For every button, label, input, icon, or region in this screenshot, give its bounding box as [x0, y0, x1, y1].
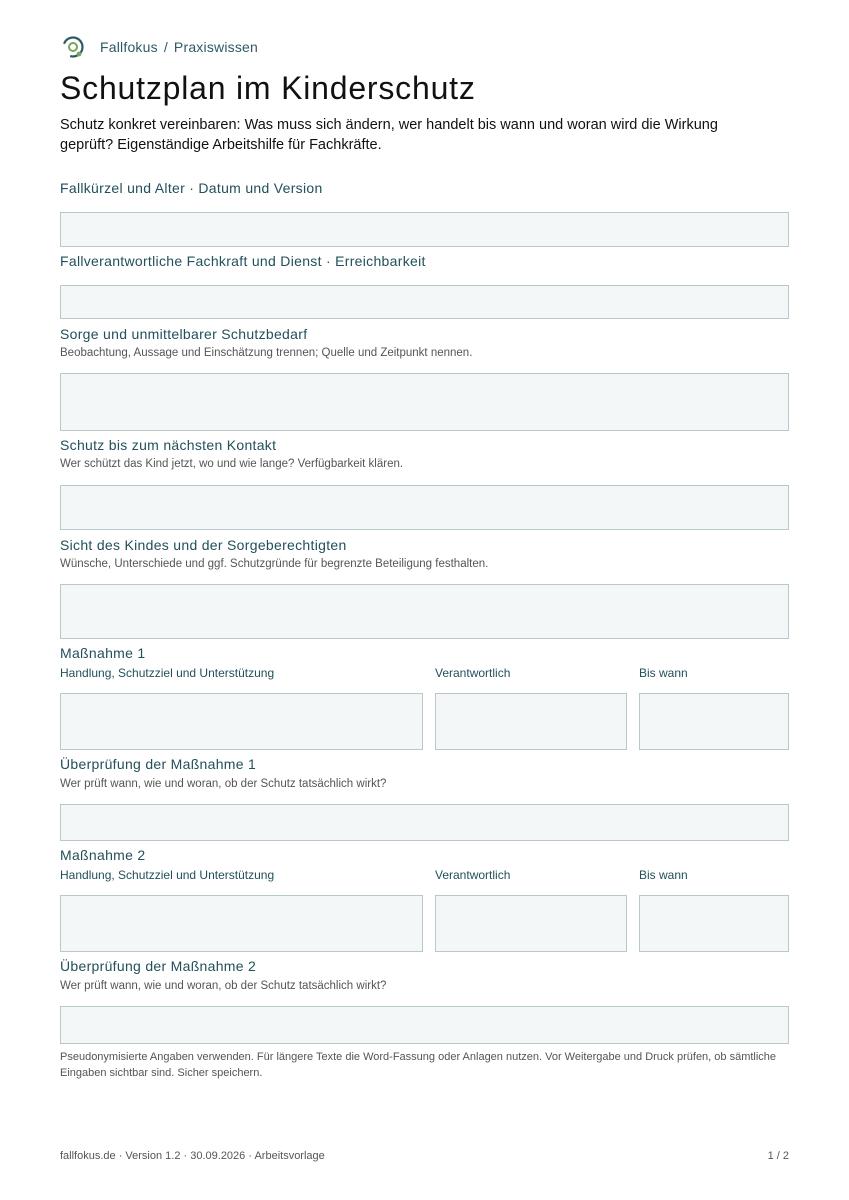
measure-1-responsible-field[interactable]	[435, 693, 627, 750]
measure-2-deadline-field[interactable]	[639, 895, 789, 952]
footer-info: fallfokus.de · Version 1.2 · 30.09.2026 · Arbeitsvorlage	[60, 1150, 325, 1162]
protection-hint: Wer schützt das Kind jetzt, wo und wie lange? Verfügbarkeit klären.	[60, 458, 404, 470]
page-number: 1 / 2	[767, 1150, 789, 1162]
staff-label: Fallverantwortliche Fachkraft und Dienst · Erreichbarkeit	[60, 253, 426, 269]
concern-hint: Beobachtung, Aussage und Einschätzung trennen; Quelle und Zeitpunkt nennen.	[60, 347, 473, 359]
views-label: Sicht des Kindes und der Sorgeberechtigten	[60, 537, 347, 553]
measure-1-action-label: Handlung, Schutzziel und Unterstützung	[60, 666, 275, 680]
measure-2-responsible-label: Verantwortlich	[435, 868, 511, 882]
measure-1-action-field[interactable]	[60, 693, 423, 750]
breadcrumb-separator: /	[163, 39, 168, 55]
measure-1-review-label: Überprüfung der Maßnahme 1	[60, 756, 257, 772]
concern-field[interactable]	[60, 373, 789, 431]
measure-1-review-hint: Wer prüft wann, wie und woran, ob der Schutz tatsächlich wirkt?	[60, 778, 387, 790]
case-label: Fallkürzel und Alter · Datum und Version	[60, 180, 323, 196]
views-hint: Wünsche, Unterschiede und ggf. Schutzgründe für begrenzte Beteiligung festhalten.	[60, 558, 489, 570]
measure-1-responsible-label: Verantwortlich	[435, 666, 511, 680]
measure-2-label: Maßnahme 2	[60, 847, 146, 863]
views-field[interactable]	[60, 584, 789, 639]
measure-2-review-field[interactable]	[60, 1006, 789, 1044]
measure-2-review-label: Überprüfung der Maßnahme 2	[60, 958, 257, 974]
breadcrumb-item-fallfokus[interactable]: Fallfokus	[100, 39, 158, 55]
page-title: Schutzplan im Kinderschutz	[60, 70, 476, 106]
breadcrumb	[100, 39, 258, 55]
staff-field[interactable]	[60, 285, 789, 319]
measure-1-deadline-field[interactable]	[639, 693, 789, 750]
fallfokus-logo-icon	[60, 34, 86, 60]
measure-2-action-field[interactable]	[60, 895, 423, 952]
measure-2-action-label: Handlung, Schutzziel und Unterstützung	[60, 868, 275, 882]
brand-bar	[60, 36, 258, 58]
measure-2-responsible-field[interactable]	[435, 895, 627, 952]
privacy-note: Pseudonymisierte Angaben verwenden. Für längere Texte die Word-Fassung oder Anlagen nutzen. Vor Weitergabe und Druck prüfen, ob sämtliche Eingaben sichtbar sind. Sicher speichern.	[60, 1051, 777, 1079]
protection-field[interactable]	[60, 485, 789, 530]
measure-1-deadline-label: Bis wann	[639, 666, 688, 680]
measure-1-label: Maßnahme 1	[60, 645, 146, 661]
measure-1-review-field[interactable]	[60, 804, 789, 841]
measure-2-review-hint: Wer prüft wann, wie und woran, ob der Schutz tatsächlich wirkt?	[60, 980, 387, 992]
protection-label: Schutz bis zum nächsten Kontakt	[60, 437, 277, 453]
breadcrumb-item-praxiswissen[interactable]: Praxiswissen	[173, 39, 259, 55]
page-lead: Schutz konkret vereinbaren: Was muss sich ändern, wer handelt bis wann und woran wird die Wirkung geprüft? Eigenständige Arbeitshilfe für Fachkräfte.	[60, 117, 718, 153]
case-field[interactable]	[60, 212, 789, 247]
measure-2-deadline-label: Bis wann	[639, 868, 688, 882]
concern-label: Sorge und unmittelbarer Schutzbedarf	[60, 326, 308, 342]
